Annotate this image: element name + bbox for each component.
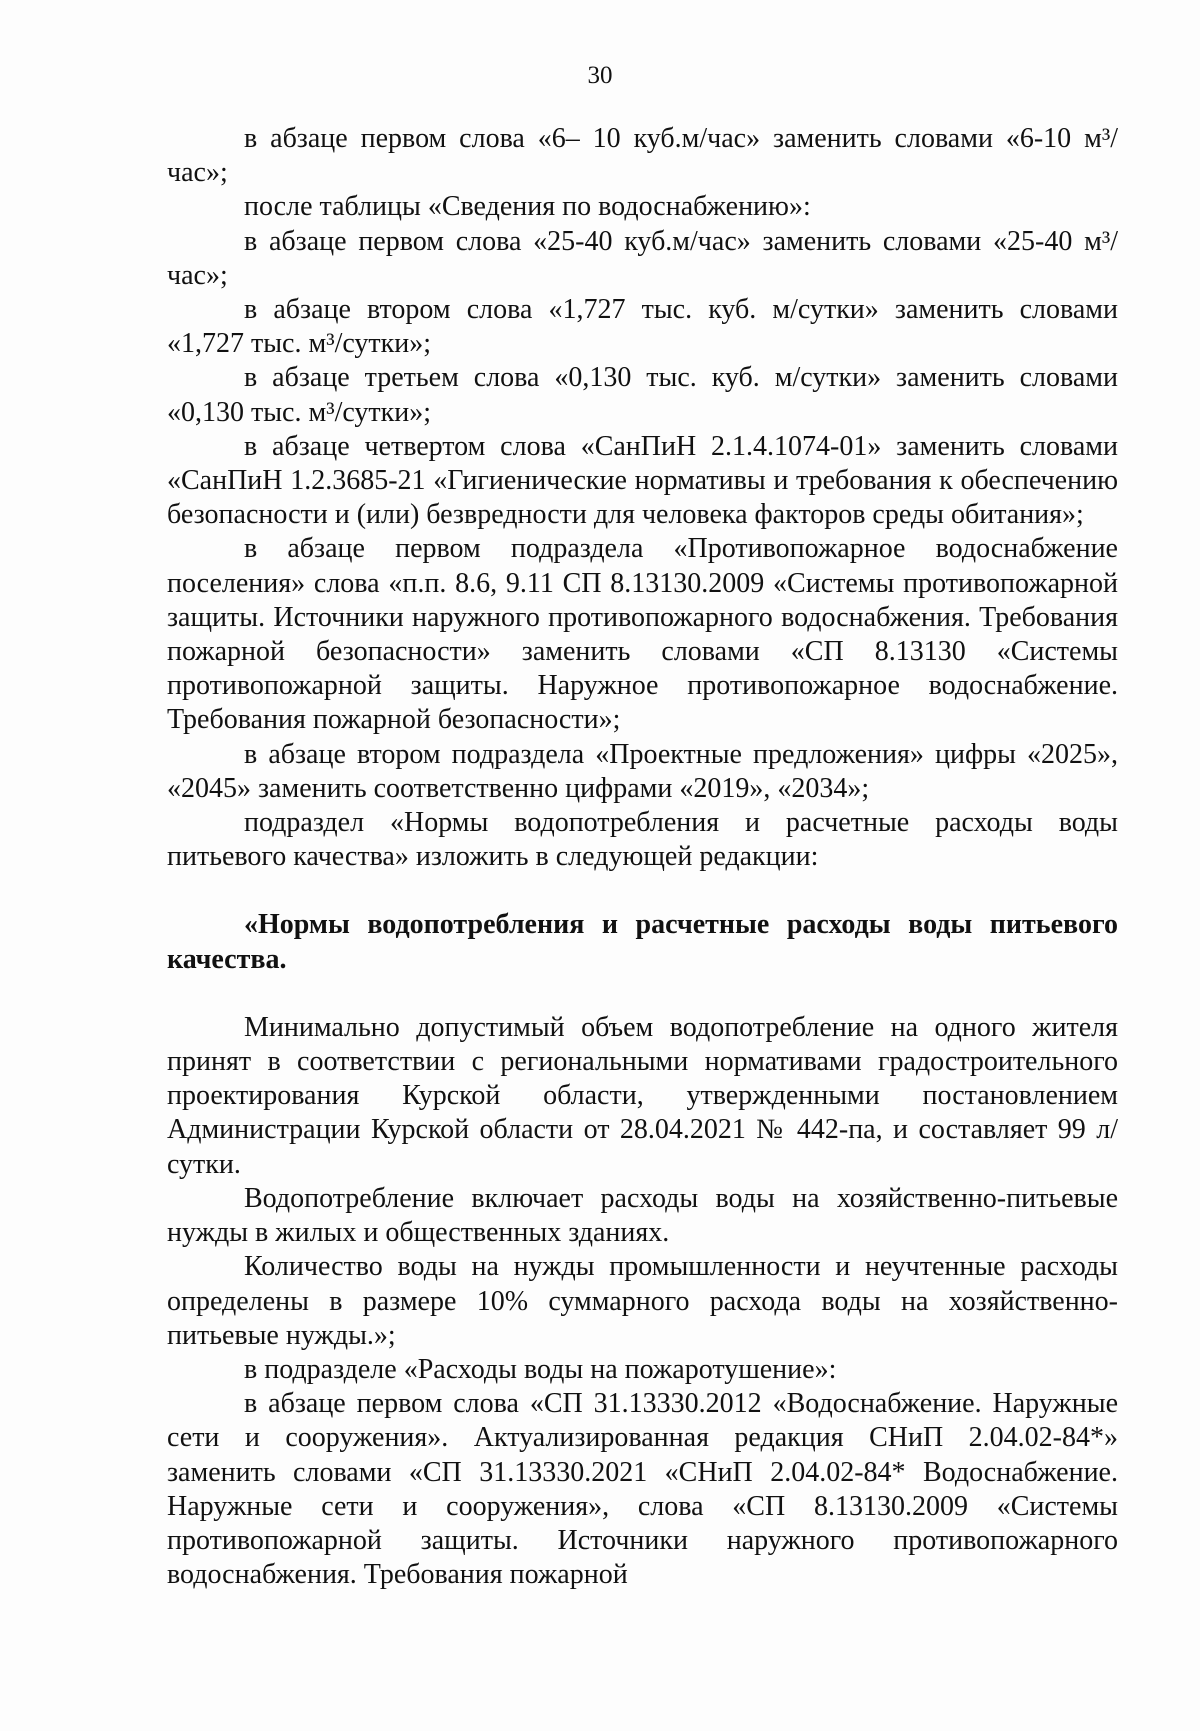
paragraph: подраздел «Нормы водопотребления и расчетные расходы воды питьевого качества» изложить в следующей редакции: — [167, 807, 1118, 873]
paragraph: в абзаце втором подраздела «Проектные предложения» цифры «2025», «2045» заменить соответственно цифрами «2019», «2034»; — [167, 738, 1118, 804]
paragraph: в абзаце первом подраздела «Противопожарное водоснабжение поселения» слова «п.п. 8.6, 9.11 СП 8.13130.2009 «Системы противопожарной защиты. Источники наружного противопожарного водоснабжения. Требования пожарной безопасности» заменить словами «СП 8.13130 «Системы противопожарной защиты. Наружное противопожарное водоснабжение. Требования пожарной безопасности»; — [167, 533, 1118, 736]
paragraph: в абзаце первом слова «СП 31.13330.2012 «Водоснабжение. Наружные сети и сооружения». Актуализированная редакция СНиП 2.04.02-84*» заменить словами «СП 31.13330.2021 «СНиП 2.04.02-84* Водоснабжение. Наружные сети и сооружения», слова «СП 8.13130.2009 «Системы противопожарной защиты. Источники наружного противопожарного водоснабжения. Требования пожарной — [167, 1388, 1118, 1591]
paragraph: Водопотребление включает расходы воды на хозяйственно-питьевые нужды в жилых и общественных зданиях. — [167, 1182, 1118, 1249]
paragraph: в подразделе «Расходы воды на пожаротушение»: — [244, 1353, 837, 1385]
paragraph: в абзаце третьем слова «0,130 тыс. куб. м/сутки» заменить словами «0,130 тыс. м³/сутки»; — [167, 362, 1118, 428]
section-heading: «Нормы водопотребления и расчетные расходы воды питьевого качества. — [167, 909, 1118, 975]
paragraph: в абзаце первом слова «25-40 куб.м/час» заменить словами «25-40 м³/час»; — [167, 225, 1118, 291]
paragraph: в абзаце четвертом слова «СанПиН 2.1.4.1074-01» заменить словами «СанПиН 1.2.3685-21 «Гигиенические нормативы и требования к обеспечению безопасности и (или) безвредности для человека факторов среды обитания»; — [167, 430, 1118, 531]
paragraph: в абзаце втором слова «1,727 тыс. куб. м/сутки» заменить словами «1,727 тыс. м³/сутки»; — [167, 294, 1118, 360]
paragraph: Минимально допустимый объем водопотребление на одного жителя принят в соответствии с региональными нормативами градостроительного проектирования Курской области, утвержденными постановлением Администрации Курской области от 28.04.2021 № 442-па, и составляет 99 л/сутки. — [167, 1011, 1118, 1180]
paragraph: в абзаце первом слова «6– 10 куб.м/час» заменить словами «6-10 м³/час»; — [167, 123, 1118, 189]
page-number: 30 — [587, 62, 613, 89]
document-body — [167, 122, 1118, 1592]
paragraph: после таблицы «Сведения по водоснабжению»: — [244, 191, 811, 223]
paragraph: Количество воды на нужды промышленности и неучтенные расходы определены в размере 10% суммарного расхода воды на хозяйственно-питьевые нужды.»; — [167, 1251, 1118, 1351]
